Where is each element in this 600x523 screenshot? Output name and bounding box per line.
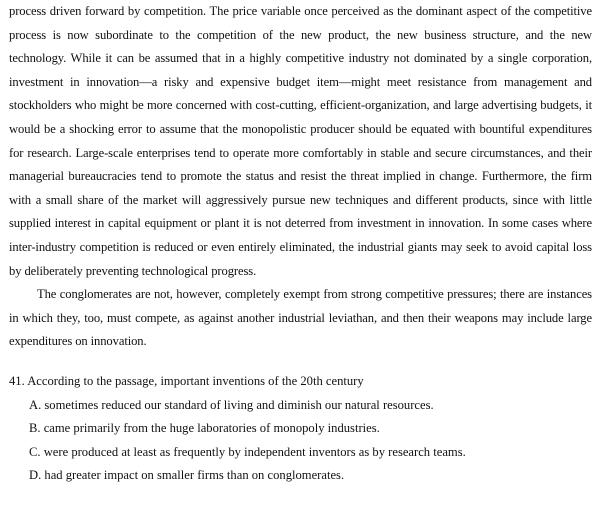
option-d[interactable]: D. had greater impact on smaller firms than on conglomerates. [29, 468, 345, 483]
option-c[interactable]: C. were produced at least as frequently by independent inventors as by research teams. [29, 444, 466, 459]
passage-paragraph-1: process driven forward by competition. The price variable once perceived as the dominant aspect of the competitive process is now subordinate to the competition of the new product, the new business structure, and the new technology. While it can be assumed that in a highly competitive industry not dominated by a single corporation, investment in innovation—a risky and expensive budget item—might meet resistance from management and stockholders who might be more concerned with cost-cutting, efficient-organization, and large advertising budgets, it would be a shocking error to assume that the monopolistic producer should be equated with bountiful expenditures for research. Large-scale enterprises tend to operate more comfortably in stable and secure circumstances, and their managerial bureaucracies tend to promote the status and resist the threat implied in change. Furthermore, the firm with a small share of the market will aggressively pursue new techniques and different products, since with little supplied interest in capital equipment or plant it is not deterred from investment in innovation. In some cases where inter-industry competition is reduced or even entirely eliminated, the industrial giants may seek to avoid capital loss by deliberately preventing technological progress. [9, 4, 592, 278]
passage-paragraph-2: The conglomerates are not, however, completely exempt from strong competitive pressures; there are instances in which they, too, must compete, as against another industrial leviathan, and then their weapons may include large expenditures on innovation. [9, 287, 592, 349]
question-stem: 41. According to the passage, important inventions of the 20th century [9, 373, 364, 388]
reading-passage [9, 0, 592, 354]
answer-options [9, 394, 592, 488]
option-b[interactable]: B. came primarily from the huge laboratories of monopoly industries. [29, 421, 380, 436]
option-a[interactable]: A. sometimes reduced our standard of living and diminish our natural resources. [29, 397, 434, 412]
question-41 [9, 370, 592, 488]
document-page [9, 0, 592, 488]
